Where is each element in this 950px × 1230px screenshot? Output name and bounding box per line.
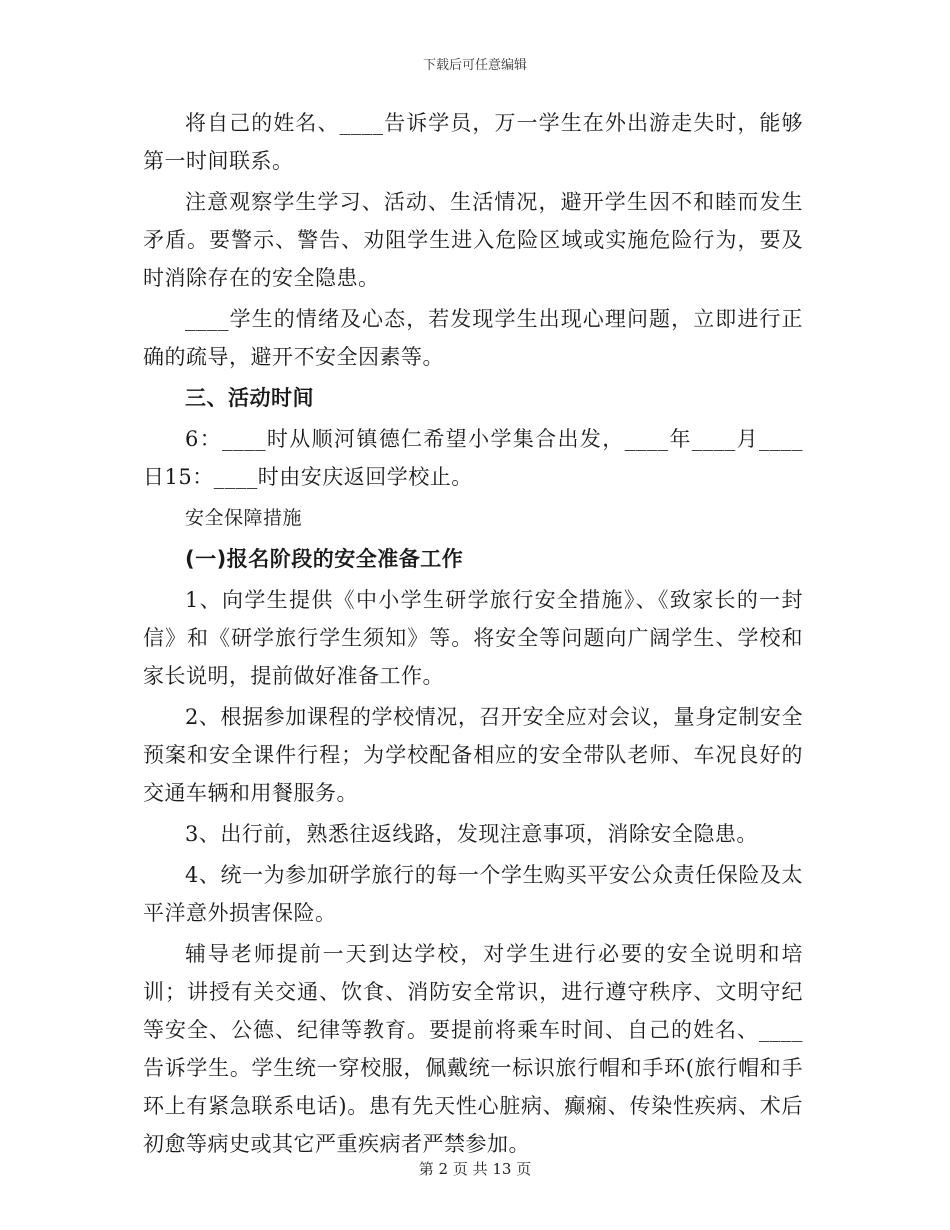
paragraph-schedule: 6：____时从顺河镇德仁希望小学集合出发，____年____月____日15：____时由安庆返回学校止。 — [143, 427, 803, 489]
section-heading-activity-time: 三、活动时间 — [185, 386, 314, 410]
section-heading-safety-measures: 安全保障措施 — [185, 507, 303, 529]
paragraph-item-3: 3、出行前，熟悉往返线路，发现注意事项，消除安全隐患。 — [185, 822, 758, 846]
page-header-note: 下载后可任意编辑 — [422, 58, 527, 73]
paragraph-student-emotions: ____学生的情绪及心态，若发现学生出现心理问题，立即进行正确的疏导，避开不安全因素等。 — [143, 307, 803, 369]
paragraph-item-4: 4、统一为参加研学旅行的每一个学生购买平安公众责任保险及太平洋意外损害保险。 — [143, 863, 803, 925]
paragraph-contact-name: 将自己的姓名、____告诉学员，万一学生在外出游走失时，能够第一时间联系。 — [143, 111, 803, 173]
page-number-footer: 第 2 页 共 13 页 — [418, 1160, 532, 1178]
paragraph-item-2: 2、根据参加课程的学校情况，召开安全应对会议，量身定制安全预案和安全课件行程；为学校配备相应的安全带队老师、车况良好的交通车辆和用餐服务。 — [143, 705, 803, 805]
paragraph-observe-students: 注意观察学生学习、活动、生活情况，避开学生因不和睦而发生矛盾。要警示、警告、劝阻学生进入危险区域或实施危险行为，要及时消除存在的安全隐患。 — [143, 190, 803, 290]
document-body — [143, 104, 803, 1166]
paragraph-tutor-training: 辅导老师提前一天到达学校，对学生进行必要的安全说明和培训；讲授有关交通、饮食、消防安全常识，进行遵守秩序、文明守纪等安全、公德、纪律等教育。要提前将乘车时间、自己的姓名、____告诉学生。学生统一穿校服，佩戴统一标识旅行帽和手环(旅行帽和手环上有紧急联系电话)。患有先天性心脏病、癫痫、传染性疾病、术后初愈等病史或其它严重疾病者严禁参加。 — [143, 942, 803, 1156]
subsection-heading-registration: (一)报名阶段的安全准备工作 — [185, 547, 464, 571]
paragraph-item-1: 1、向学生提供《中小学生研学旅行安全措施》、《致家长的一封信》和《研学旅行学生须知》等。将安全等问题向广阔学生、学校和家长说明，提前做好准备工作。 — [143, 588, 803, 688]
